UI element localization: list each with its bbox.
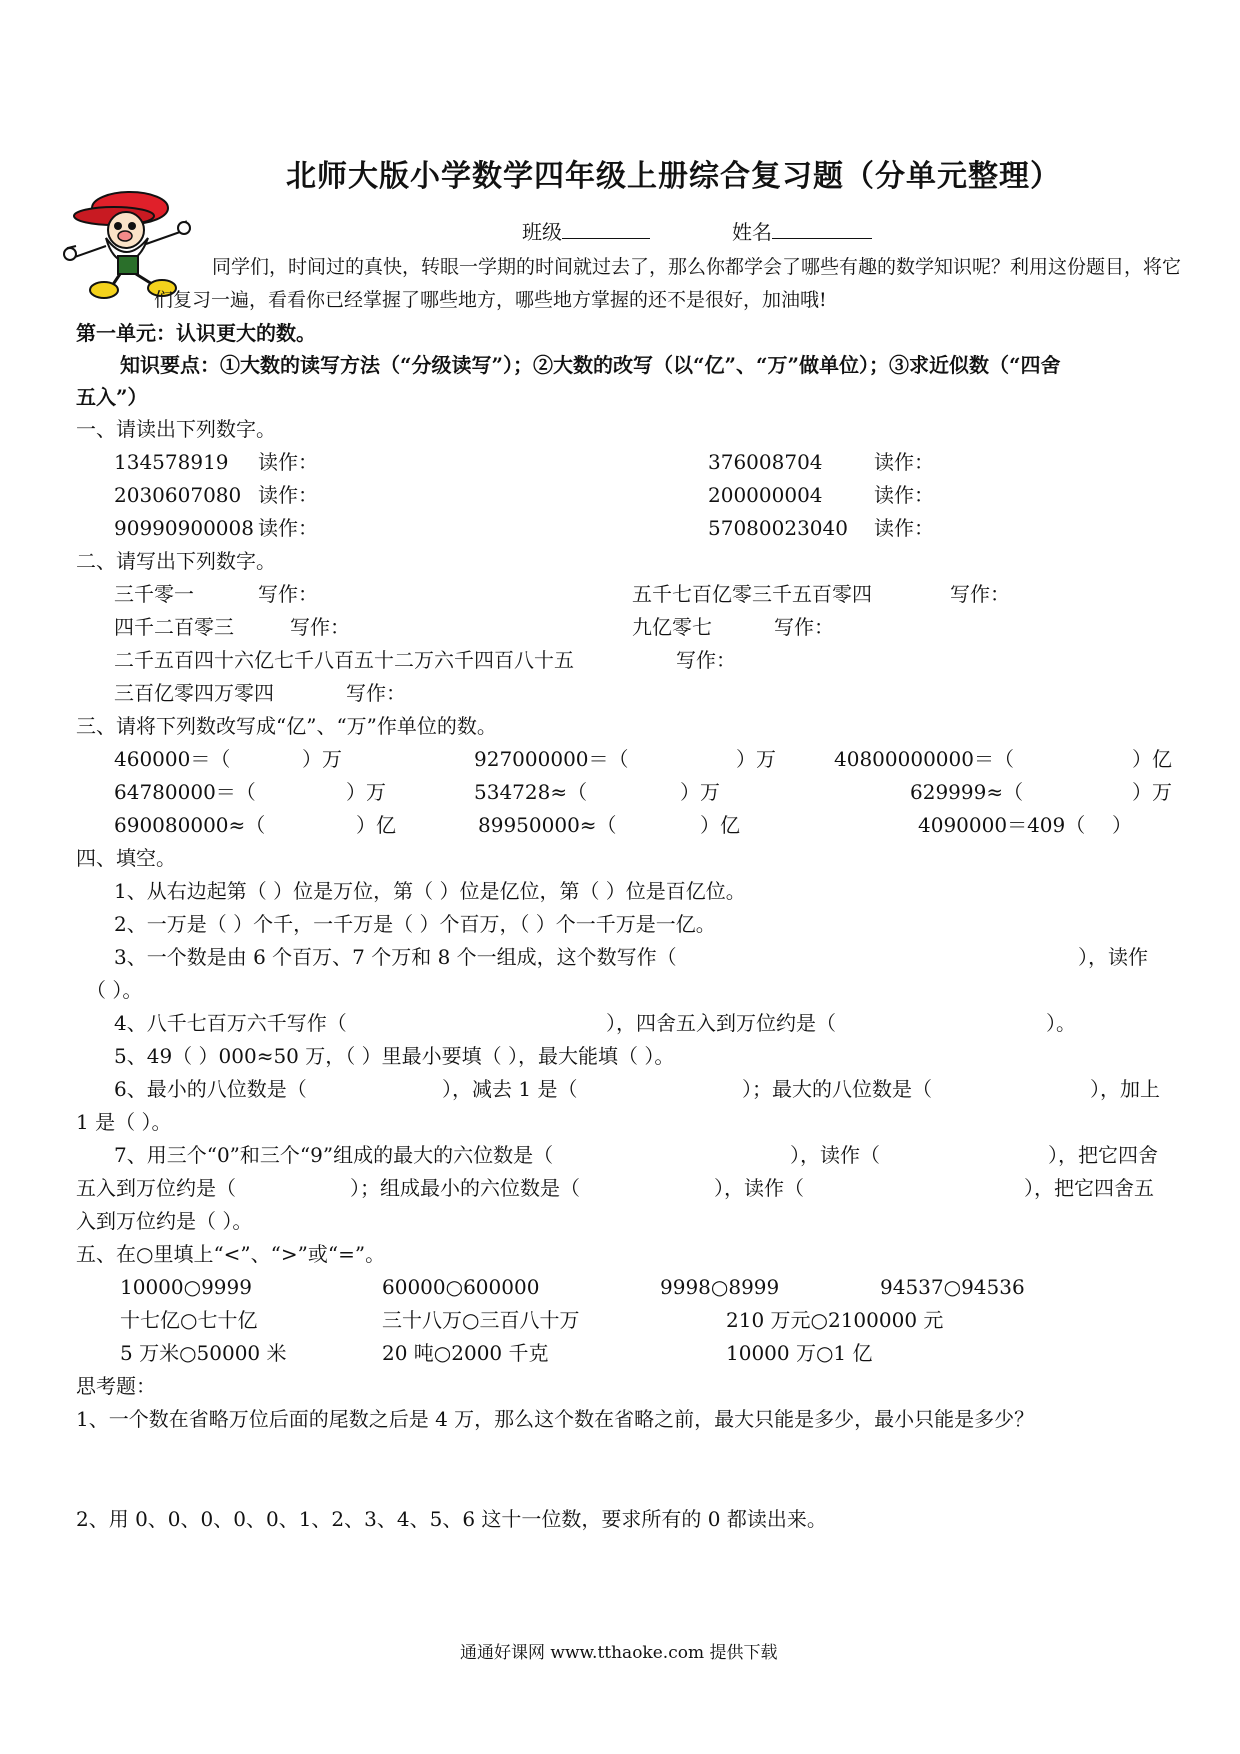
compare-item: 94537○94536 [880, 1275, 1025, 1299]
read-label: 读作： [258, 483, 318, 507]
compare-item: 60000○600000 [382, 1275, 540, 1299]
rewrite-unit: ）万 [346, 780, 386, 804]
fill-item-7-read: ），读作（ [790, 1143, 880, 1167]
fill-item-1: 1、从右边起第（ ）位是万位，第（ ）位是亿位，第（ ）位是百亿位。 [114, 879, 746, 903]
class-field[interactable] [522, 218, 650, 245]
compare-item: 210 万元○2100000 元 [726, 1308, 944, 1332]
fill-item-5: 5、49（ ）000≈50 万，（ ）里最小要填（ ），最大能填（ ）。 [114, 1044, 675, 1068]
fill-item-6-end: 1 是（ ）。 [76, 1110, 172, 1134]
rewrite-unit: ）万 [1132, 780, 1172, 804]
intro-line-2: 们复习一遍，看看你已经掌握了哪些地方，哪些地方掌握的还不是很好，加油哦! [154, 289, 827, 311]
compare-item: 十七亿○七十亿 [120, 1308, 258, 1332]
knowledge-points-line-2: 五入”） [76, 385, 148, 409]
thinking-question-1: 1、一个数在省略万位后面的尾数之后是 4 万，那么这个数在省略之前，最大只能是多少，最小只能是多少？ [76, 1407, 1035, 1431]
section4-heading: 四、填空。 [76, 846, 176, 870]
cartoon-mascot-icon [62, 186, 207, 301]
read-label: 读作： [874, 516, 934, 540]
read-label: 读作： [258, 450, 318, 474]
unit1-heading: 第一单元：认识更大的数。 [76, 321, 316, 345]
rewrite-question: 927000000＝（ [474, 747, 629, 771]
write-label: 写作： [258, 582, 318, 606]
compare-item: 9998○8999 [660, 1275, 780, 1299]
read-number: 90990900008 [114, 516, 254, 540]
fill-item-3-blank: （ ）。 [86, 978, 143, 1002]
fill-item-7-end: 入到万位约是（ ）。 [76, 1209, 253, 1233]
rewrite-question: 629999≈（ [910, 780, 1024, 804]
write-item: 四千二百零三 [114, 615, 234, 639]
read-number: 134578919 [114, 450, 229, 474]
write-label: 写作： [676, 648, 736, 672]
class-blank[interactable] [562, 218, 650, 239]
fill-item-3-read: ），读作 [1078, 945, 1148, 969]
write-item: 二千五百四十六亿七千八百五十二万六千四百八十五 [114, 648, 574, 672]
fill-item-7-round: ），把它四舍 [1048, 1143, 1158, 1167]
compare-item: 三十八万○三百八十万 [382, 1308, 580, 1332]
intro-line-1: 同学们，时间过的真快，转眼一学期的时间就过去了，那么你都学会了哪些有趣的数学知识呢？利用这份题目，将它 [212, 256, 1182, 278]
rewrite-unit: ）万 [680, 780, 720, 804]
read-label: 读作： [874, 483, 934, 507]
rewrite-question: 460000＝（ [114, 747, 231, 771]
write-item: 五千七百亿零三千五百零四 [632, 582, 872, 606]
section3-heading: 三、请将下列数改写成“亿”、“万”作单位的数。 [76, 714, 497, 738]
read-number: 57080023040 [708, 516, 848, 540]
compare-item: 5 万米○50000 米 [120, 1341, 287, 1365]
footer-text: 通通好课网 www.tthaoke.com 提供下载 [460, 1643, 778, 1663]
rewrite-question: 4090000＝409（ [918, 813, 1086, 837]
read-number: 200000004 [708, 483, 823, 507]
read-label: 读作： [874, 450, 934, 474]
section1-heading: 一、请读出下列数字。 [76, 417, 276, 441]
page-title: 北师大版小学数学四年级上册综合复习题（分单元整理） [286, 159, 1061, 194]
compare-item: 20 吨○2000 千克 [382, 1341, 549, 1365]
read-number: 376008704 [708, 450, 823, 474]
fill-item-3: 3、一个数是由 6 个百万、7 个万和 8 个一组成，这个数写作（ [114, 945, 677, 969]
name-field[interactable] [732, 218, 872, 245]
class-label: 班级 [522, 220, 562, 244]
rewrite-question: 534728≈（ [474, 780, 588, 804]
write-item: 三千零一 [114, 582, 194, 606]
rewrite-unit: ）亿 [1132, 747, 1172, 771]
fill-item-7-min-read: ），读作（ [714, 1176, 804, 1200]
name-blank[interactable] [772, 218, 872, 239]
fill-item-6: 6、最小的八位数是（ [114, 1077, 307, 1101]
fill-item-4: 4、八千七百万六千写作（ [114, 1011, 347, 1035]
rewrite-unit: ） [1112, 813, 1132, 837]
rewrite-question: 690080000≈（ [114, 813, 266, 837]
compare-item: 10000○9999 [120, 1275, 252, 1299]
rewrite-question: 64780000＝（ [114, 780, 256, 804]
write-label: 写作： [950, 582, 1010, 606]
rewrite-question: 40800000000＝（ [834, 747, 1014, 771]
fill-item-2: 2、一万是（ ）个千，一千万是（ ）个百万，（ ）个一千万是一亿。 [114, 912, 716, 936]
read-number: 2030607080 [114, 483, 242, 507]
thinking-heading: 思考题： [76, 1374, 156, 1398]
knowledge-points-line-1: 知识要点：①大数的读写方法（“分级读写”）；②大数的改写（以“亿”、“万”做单位）；③求近似数（“四舍 [120, 353, 1061, 377]
fill-item-7-min-round: ），把它四舍五 [1024, 1176, 1154, 1200]
write-label: 写作： [346, 681, 406, 705]
fill-item-4-round: ），四舍五入到万位约是（ [606, 1011, 836, 1035]
name-label: 姓名 [732, 220, 772, 244]
rewrite-question: 89950000≈（ [478, 813, 617, 837]
fill-item-6-max: ）；最大的八位数是（ [742, 1077, 932, 1101]
write-item: 三百亿零四万零四 [114, 681, 274, 705]
fill-item-7: 7、用三个“0”和三个“9”组成的最大的六位数是（ [114, 1143, 554, 1167]
rewrite-unit: ）亿 [356, 813, 396, 837]
rewrite-unit: ）亿 [700, 813, 740, 837]
write-label: 写作： [774, 615, 834, 639]
fill-item-7-line2: 五入到万位约是（ [76, 1176, 236, 1200]
fill-item-6-plus: ），加上 [1090, 1077, 1160, 1101]
write-item: 九亿零七 [632, 615, 712, 639]
section5-heading: 五、在○里填上“<”、“>”或“=”。 [76, 1242, 386, 1266]
section2-heading: 二、请写出下列数字。 [76, 549, 276, 573]
rewrite-unit: ）万 [736, 747, 776, 771]
fill-item-6-minus: ），减去 1 是（ [442, 1077, 578, 1101]
read-label: 读作： [258, 516, 318, 540]
rewrite-unit: ）万 [302, 747, 342, 771]
fill-item-4-end: ）。 [1046, 1011, 1076, 1035]
fill-item-7-min: ）；组成最小的六位数是（ [350, 1176, 580, 1200]
compare-item: 10000 万○1 亿 [726, 1341, 873, 1365]
thinking-question-2: 2、用 0、0、0、0、0、1、2、3、4、5、6 这十一位数，要求所有的 0 都读出来。 [76, 1507, 827, 1531]
write-label: 写作： [290, 615, 350, 639]
